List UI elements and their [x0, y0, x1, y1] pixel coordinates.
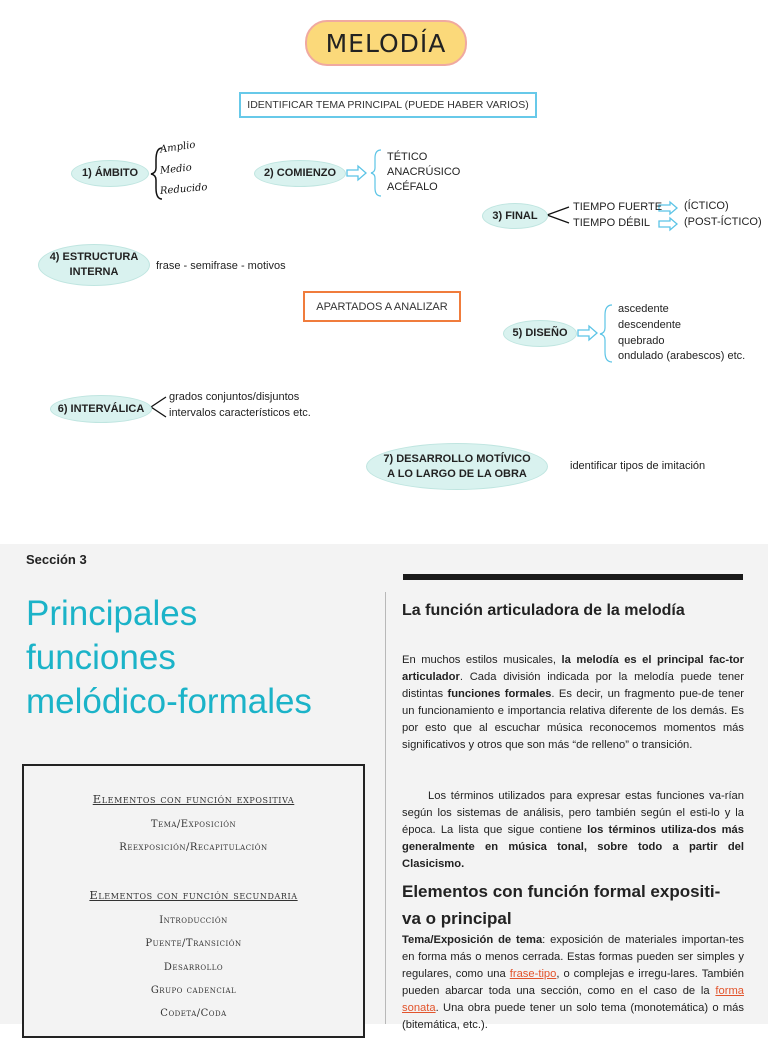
node-desarrollo-label-2: A LO LARGO DE LA OBRA	[387, 467, 527, 480]
page-title-line: melódico-formales	[26, 682, 312, 721]
comienzo-item: ACÉFALO	[387, 181, 438, 193]
p1-bold: la melodía es el principal fac-tor articulador	[402, 654, 744, 683]
paragraph-3	[402, 932, 744, 1034]
desarrollo-text: identificar tipos de imitación	[570, 460, 706, 472]
list-item: Reexposición/Recapitulación	[119, 842, 268, 853]
estructura-text: frase - semifrase - motivos	[156, 260, 286, 272]
diseno-brace	[600, 305, 612, 362]
list-item: Grupo cadencial	[150, 985, 237, 996]
p2-text: Los términos utilizados para expresar estas funciones va-rían según los sistemas de análisis, pero también según el esti-lo y la época. La lista que sigue contiene	[402, 790, 744, 836]
node-ambito	[71, 160, 149, 187]
final-item: TIEMPO DÉBIL	[573, 217, 651, 229]
final-item: TIEMPO FUERTE	[573, 201, 663, 213]
page-title-line: funciones	[26, 638, 176, 677]
p3-text: . Una obra puede tener un solo tema (monotemática) o más (bitemática, etc.).	[402, 1002, 744, 1031]
heading-expositiva	[402, 878, 746, 932]
functions-list-box	[22, 764, 365, 1038]
node-estructura-label-1: 4) ESTRUCTURA	[49, 251, 139, 263]
node-diseno-label: 5) DISEÑO	[512, 327, 568, 339]
node-desarrollo-label-1: 7) DESARROLLO MOTÍVICO	[383, 452, 531, 465]
p1-text: . Es decir, un fragmento pue-de tener un funcionamiento e importancia relativa diferente de los demás. Es por esto que al escuchar música reconocemos momentos más significativos y otros que son más “de relleno” o transición.	[402, 688, 745, 751]
list-heading: Elementos con función expositiva	[92, 792, 295, 806]
node-estructura-label-2: INTERNA	[69, 266, 119, 278]
ambito-option: Reducido	[159, 181, 208, 198]
final-result: (POST-ÍCTICO)	[684, 216, 762, 228]
node-comienzo	[254, 160, 346, 187]
p1-text: En muchos estilos musicales,	[402, 654, 562, 666]
diseno-item: ondulado (arabescos) etc.	[618, 350, 746, 362]
identify-theme-box: IDENTIFICAR TEMA PRINCIPAL (PUEDE HABER VARIOS)	[239, 92, 537, 118]
heading-expositiva-line: Elementos con función formal expositi-	[402, 882, 721, 901]
page-title	[26, 592, 371, 724]
node-diseno	[503, 320, 577, 347]
list-item: Desarrollo	[163, 962, 224, 973]
sections-to-analyze-box: APARTADOS A ANALIZAR	[303, 291, 461, 322]
heading-expositiva-line: va o principal	[402, 909, 512, 928]
mindmap-title: MELODÍA	[305, 20, 467, 66]
list-item: Tema/Exposición	[150, 819, 237, 830]
diseno-arrow-icon	[578, 326, 597, 340]
diseno-item: ascedente	[618, 303, 669, 315]
node-intervalica	[50, 395, 152, 423]
list-item: Puente/Transición	[145, 938, 242, 949]
diseno-item: quebrado	[618, 335, 665, 347]
p1-bold: funciones formales	[447, 688, 552, 700]
diseno-item: descendente	[618, 319, 681, 331]
ambito-option: Amplio	[159, 139, 197, 156]
p3-text: : exposición de materiales importan-tes en forma más o menos cerrada. Estas formas pueden ser simples y regulares, como una	[402, 934, 744, 980]
section-label: Sección 3	[26, 552, 87, 567]
page-title-line: Principales	[26, 594, 198, 633]
forma-sonata-link[interactable]: forma sonata	[402, 985, 744, 1014]
comienzo-brace	[371, 150, 381, 196]
article-page	[0, 544, 768, 1031]
p2-bold: los términos utiliza-dos más generalmente en música tonal, sobre todo a partir del Clasicismo.	[402, 824, 744, 870]
intervalica-chevron	[151, 397, 166, 417]
final-result: (ÍCTICO)	[684, 200, 729, 212]
intervalica-item: intervalos característicos etc.	[169, 407, 311, 419]
node-comienzo-label: 2) COMIENZO	[263, 167, 337, 179]
comienzo-arrow-icon	[347, 166, 366, 180]
top-rule	[403, 574, 743, 580]
final-arrow-icon-2	[659, 218, 677, 230]
node-estructura	[38, 244, 150, 286]
node-final	[482, 203, 548, 229]
p3-bold: Tema/Exposición de tema	[402, 934, 543, 946]
paragraph-1	[402, 652, 744, 754]
column-divider	[385, 592, 386, 1024]
final-chevron	[547, 207, 569, 223]
node-final-label: 3) FINAL	[492, 209, 538, 222]
p3-text: , o complejas e irregu-lares. También pueden abarcar toda una sección, como en el caso de la	[402, 968, 744, 997]
comienzo-item: TÉTICO	[387, 151, 428, 163]
heading-articuladora: La función articuladora de la melodía	[402, 602, 685, 619]
ambito-option: Medio	[159, 162, 193, 177]
node-intervalica-label: 6) INTERVÁLICA	[57, 402, 145, 415]
list-item: Introducción	[159, 915, 228, 926]
p1-text: . Cada división indicada por la melodía puede tener distintas	[402, 671, 744, 700]
paragraph-2	[402, 788, 744, 873]
list-item: Codeta/Coda	[160, 1008, 227, 1019]
node-ambito-label: 1) ÁMBITO	[81, 167, 139, 179]
frase-tipo-link[interactable]: frase-tipo	[509, 968, 557, 980]
node-desarrollo	[366, 443, 548, 490]
intervalica-item: grados conjuntos/disjuntos	[169, 391, 300, 403]
list-heading: Elementos con función secundaria	[89, 888, 298, 902]
comienzo-item: ANACRÚSICO	[387, 166, 461, 178]
